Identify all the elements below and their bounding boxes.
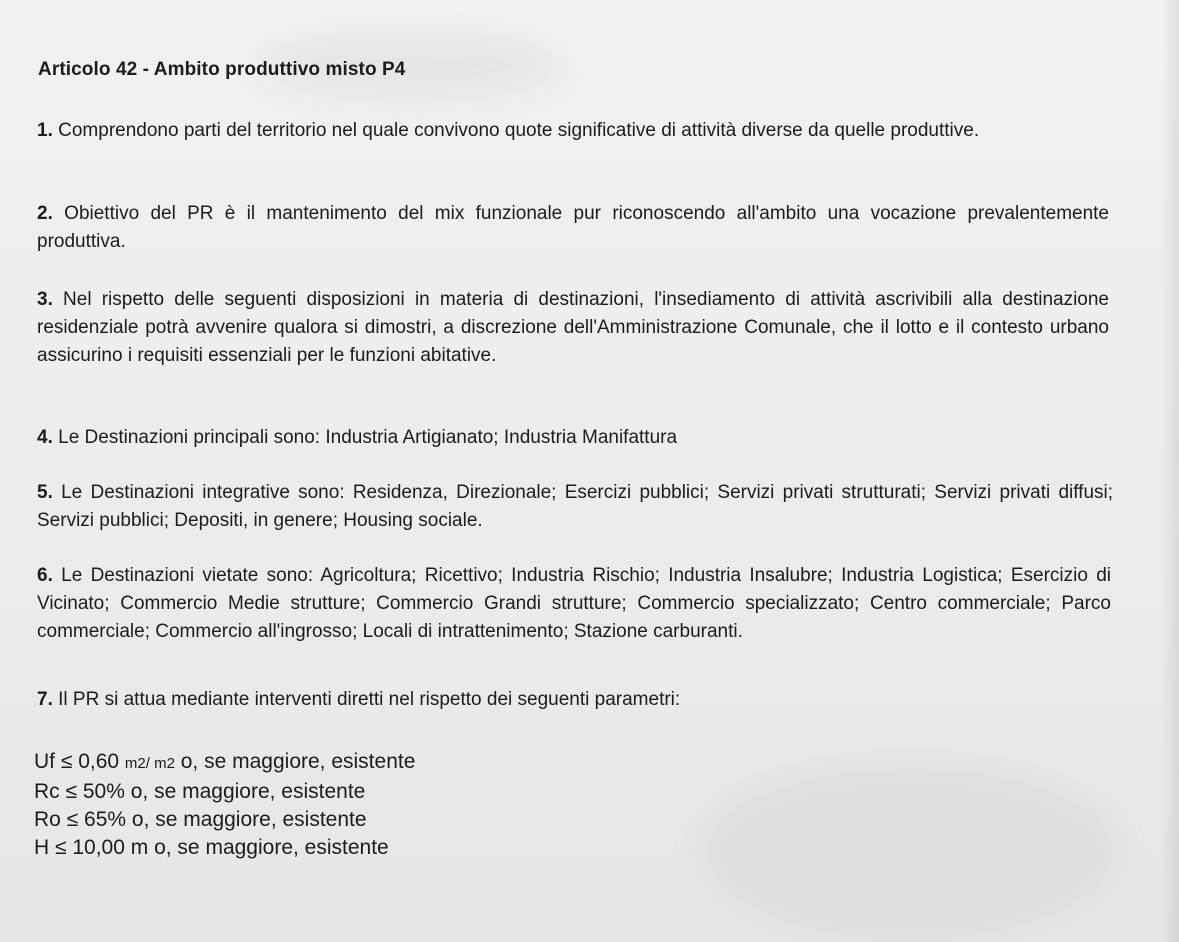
paragraph-text: Comprendono parti del territorio nel quale convivono quote significative di attività diverse da quelle produttive. <box>58 120 980 141</box>
paragraph-3 <box>37 286 1109 370</box>
parameter-uf <box>34 748 415 778</box>
scan-smudge <box>700 760 1120 940</box>
paragraph-5 <box>37 479 1113 535</box>
paragraph-number: 6. <box>37 565 53 586</box>
paragraph-text: Il PR si attua mediante interventi diretti nel rispetto dei seguenti parametri: <box>58 689 681 710</box>
parameter-label: H ≤ 10,00 m <box>34 836 149 859</box>
paragraph-number: 7. <box>37 689 53 710</box>
parameter-rest: o, se maggiore, esistente <box>126 808 367 831</box>
parameter-unit: m2/ m2 <box>124 755 175 772</box>
parameter-rc <box>34 778 415 806</box>
paragraph-number: 3. <box>37 289 53 310</box>
article-title: Articolo 42 - Ambito produttivo misto P4 <box>38 59 406 80</box>
paragraph-text: Obiettivo del PR è il mantenimento del mix funzionale pur riconoscendo all'ambito una vocazione prevalentemente produttiva. <box>37 203 1109 252</box>
paragraph-text: Le Destinazioni principali sono: Industria Artigianato; Industria Manifattura <box>58 427 678 448</box>
parameter-ro <box>34 806 415 834</box>
paragraph-2 <box>37 200 1109 256</box>
paragraph-number: 2. <box>37 203 53 224</box>
paragraph-text: Le Destinazioni integrative sono: Residenza, Direzionale; Esercizi pubblici; Servizi privati strutturati; Servizi privati diffusi; Servizi pubblici; Depositi, in genere; Housing sociale. <box>37 482 1114 531</box>
paragraph-text: Le Destinazioni vietate sono: Agricoltura; Ricettivo; Industria Rischio; Industria Insalubre; Industria Logistica; Esercizio di Vicinato; Commercio Medie strutture; Commercio Grandi strutture; Commercio specializzato; Centro commerciale; Parco commerciale; Commercio all'ingrosso; Locali di intrattenimento; Stazione carburanti. <box>37 565 1111 642</box>
page-edge-shadow <box>1161 0 1179 942</box>
paragraph-7 <box>37 686 1111 714</box>
paragraph-4 <box>37 424 1109 452</box>
parameter-h <box>34 834 415 862</box>
paragraph-number: 1. <box>37 120 53 141</box>
paragraph-1 <box>37 117 1105 145</box>
paragraph-text: Nel rispetto delle seguenti disposizioni in materia di destinazioni, l'insediamento di attività ascrivibili alla destinazione residenziale potrà avvenire qualora si dimostri, a discrezione dell'Amministrazione Comunale, che il lotto e il contesto urbano assicurino i requisiti essenziali per le funzioni abitative. <box>37 289 1110 366</box>
parameter-label: Uf ≤ 0,60 <box>34 750 125 773</box>
parameter-label: Ro ≤ 65% <box>34 808 127 831</box>
parameters-list <box>34 748 415 862</box>
paragraph-6 <box>37 562 1111 646</box>
parameter-rest: o, se maggiore, esistente <box>174 750 416 773</box>
paragraph-number: 4. <box>37 427 53 448</box>
parameter-label: Rc ≤ 50% <box>34 780 125 803</box>
paragraph-number: 5. <box>37 482 53 503</box>
parameter-rest: o, se maggiore, esistente <box>148 836 389 859</box>
parameter-rest: o, se maggiore, esistente <box>124 780 366 803</box>
